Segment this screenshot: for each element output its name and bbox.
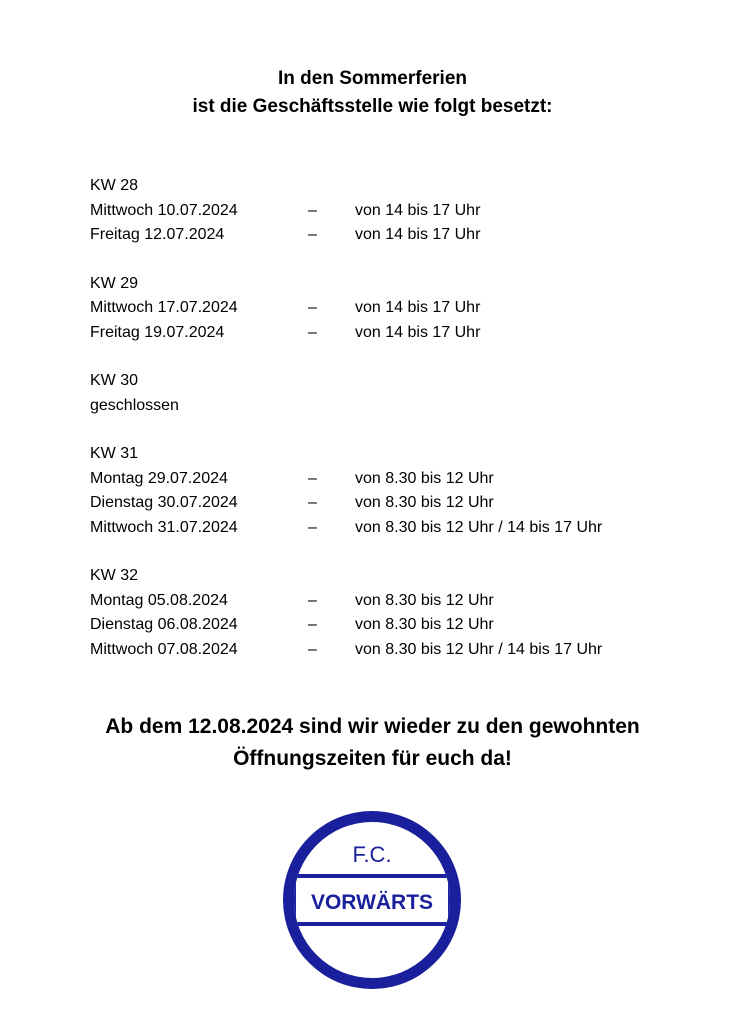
schedule-time: von 14 bis 17 Uhr — [355, 226, 481, 243]
schedule-time: von 8.30 bis 12 Uhr / 14 bis 17 Uhr — [355, 640, 603, 658]
schedule-day: Montag 05.08.2024 — [90, 591, 228, 609]
footer-line-1: Ab dem 12.08.2024 sind wir wieder zu den gewohnten — [105, 715, 640, 738]
schedule-day: Mittwoch 17.07.2024 — [90, 299, 238, 316]
week-label: KW 30 — [90, 372, 139, 389]
week-label: KW 29 — [90, 274, 139, 292]
schedule-time: von 8.30 bis 12 Uhr — [355, 591, 494, 609]
schedule-time: von 8.30 bis 12 Uhr / 14 bis 17 Uhr — [355, 518, 603, 536]
schedule-dash: – — [308, 591, 317, 609]
schedule-row — [90, 516, 710, 541]
schedule-day: Freitag 19.07.2024 — [90, 323, 225, 341]
schedule-dash: – — [308, 518, 317, 536]
schedule-dash: – — [308, 226, 317, 243]
schedule-row — [90, 589, 710, 614]
schedule-day: Mittwoch 07.08.2024 — [90, 640, 238, 658]
schedule-dash: – — [308, 494, 317, 511]
week-label: KW 28 — [90, 177, 139, 194]
schedule-row — [90, 491, 710, 516]
crest-bottom-line-1: Wettringen — [331, 935, 413, 954]
schedule-time: von 8.30 bis 12 Uhr — [355, 616, 494, 633]
club-crest-icon — [282, 810, 462, 990]
week-block — [90, 564, 710, 662]
footer-heading — [0, 711, 745, 775]
schedule-row — [90, 613, 710, 638]
page-heading — [0, 65, 745, 121]
crest-top-text: F.C. — [352, 842, 392, 867]
schedule-day: Mittwoch 31.07.2024 — [90, 518, 238, 536]
schedule-row — [90, 321, 710, 346]
footer-line-2: Öffnungszeiten für euch da! — [233, 747, 512, 770]
week-note: geschlossen — [90, 396, 179, 414]
schedule-day: Dienstag 06.08.2024 — [90, 616, 238, 633]
schedule-day: Dienstag 30.07.2024 — [90, 494, 238, 511]
schedule — [90, 174, 710, 686]
schedule-row — [90, 199, 710, 224]
week-label: KW 32 — [90, 567, 139, 584]
schedule-time: von 14 bis 17 Uhr — [355, 201, 481, 219]
heading-line-2: ist die Geschäftsstelle wie folgt besetzt: — [192, 96, 553, 117]
week-block — [90, 442, 710, 540]
schedule-dash: – — [308, 616, 317, 633]
schedule-dash: – — [308, 640, 317, 658]
week-block — [90, 369, 710, 418]
schedule-time: von 8.30 bis 12 Uhr — [355, 494, 494, 511]
crest-bottom-line-2: e.V. — [357, 955, 387, 974]
schedule-dash: – — [308, 201, 317, 219]
heading-line-1: In den Sommerferien — [278, 68, 467, 89]
schedule-day: Montag 29.07.2024 — [90, 469, 228, 487]
week-label: KW 31 — [90, 445, 139, 462]
schedule-row — [90, 296, 710, 321]
schedule-dash: – — [308, 323, 317, 341]
schedule-row — [90, 467, 710, 492]
schedule-row — [90, 638, 710, 663]
week-block — [90, 174, 710, 248]
schedule-time: von 8.30 bis 12 Uhr — [355, 469, 494, 487]
schedule-time: von 14 bis 17 Uhr — [355, 323, 481, 341]
schedule-dash: – — [308, 299, 317, 316]
schedule-day: Mittwoch 10.07.2024 — [90, 201, 238, 219]
schedule-time: von 14 bis 17 Uhr — [355, 299, 481, 316]
schedule-day: Freitag 12.07.2024 — [90, 226, 225, 243]
crest-band-text: VORWÄRTS — [310, 891, 434, 914]
schedule-row — [90, 223, 710, 248]
schedule-dash: – — [308, 469, 317, 487]
week-block — [90, 272, 710, 346]
